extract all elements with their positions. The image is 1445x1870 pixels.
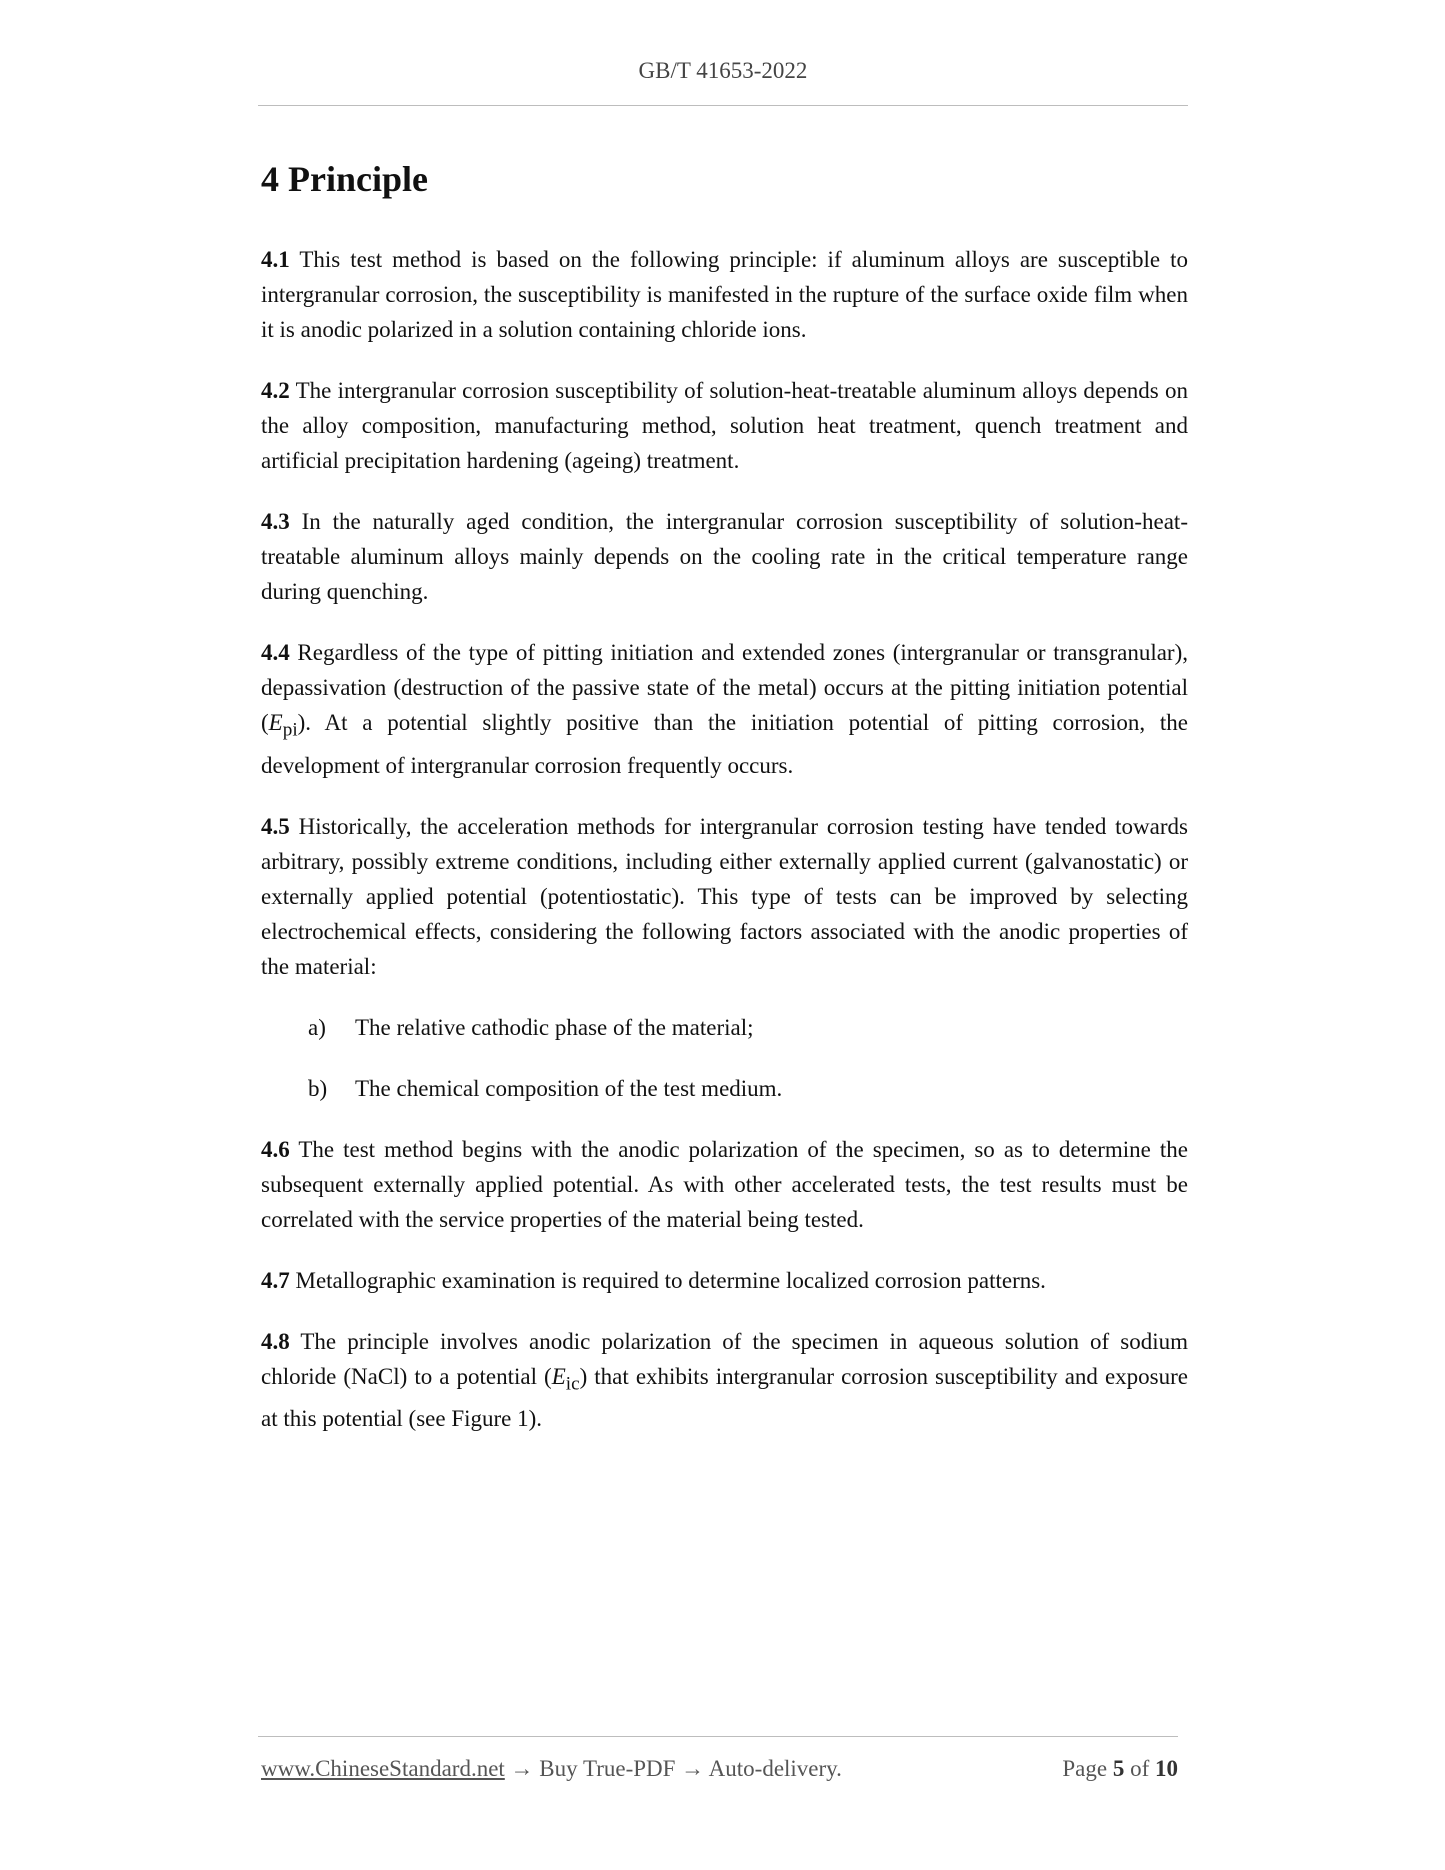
paragraph-text: The principle involves anodic polarization of the specimen in aqueous solution of sodium chloride (NaCl) to a potential (	[261, 1328, 1188, 1389]
paragraph-4-7	[261, 1263, 1188, 1298]
footer-promo	[261, 1756, 842, 1782]
paragraph-text: This test method is based on the following principle: if aluminum alloys are susceptible to intergranular corrosion, the susceptibility is manifested in the rupture of the surface oxide film when it is anodic polarized in a solution containing chloride ions.	[261, 247, 1188, 342]
page-current: 5	[1112, 1756, 1125, 1781]
section-body	[261, 242, 1188, 1462]
clause-number: 4.6	[261, 1136, 290, 1162]
list-item-b	[261, 1071, 1188, 1106]
clause-number: 4.4	[261, 640, 290, 665]
list-item-text: The relative cathodic phase of the material;	[355, 1014, 754, 1040]
clause-number: 4.1	[261, 247, 290, 272]
paragraph-4-4	[261, 635, 1188, 783]
list-marker: a)	[308, 1014, 326, 1040]
header-divider	[258, 105, 1188, 106]
document-code-header: GB/T 41653-2022	[638, 58, 808, 83]
paragraph-text: Historically, the acceleration methods for intergranular corrosion testing have tended towards arbitrary, possibly extreme conditions, including either externally applied current (galvanostatic) or externally applied potential (potentiostatic). This type of tests can be improved by selecting electrochemical effects, considering the following factors associated with the anodic properties of the material:	[261, 813, 1188, 979]
paragraph-text: Metallographic examination is required to determine localized corrosion patterns.	[289, 1267, 1046, 1293]
section-title: 4 Principle	[261, 159, 428, 199]
paragraph-4-3	[261, 504, 1188, 609]
website-link[interactable]: www.ChineseStandard.net	[261, 1756, 505, 1781]
paragraph-text: Regardless of the type of pitting initiation and extended zones (intergranular or transgranular), depassivation (destruction of the passive state of the metal) occurs at the pitting initiation potential (	[261, 640, 1188, 735]
list-marker: b)	[308, 1075, 328, 1101]
paragraph-text-continued: ) that exhibits intergranular corrosion susceptibility and exposure at this potential (see Figure 1).	[261, 1363, 1188, 1432]
paragraph-4-5	[261, 809, 1188, 984]
paragraph-4-1	[261, 242, 1188, 347]
page-total: 10	[1155, 1756, 1178, 1781]
potential-subscript: ic	[565, 1373, 580, 1395]
footer-divider	[258, 1736, 1178, 1737]
clause-number: 4.7	[261, 1267, 290, 1293]
clause-number: 4.8	[261, 1328, 290, 1354]
list-item-text: The chemical composition of the test medium.	[355, 1075, 783, 1101]
paragraph-4-2	[261, 373, 1188, 478]
potential-subscript: pi	[282, 719, 298, 741]
paragraph-text: The intergranular corrosion susceptibility of solution-heat-treatable aluminum alloys depends on the alloy composition, manufacturing method, solution heat treatment, quench treatment and artificial precipitation hardening (ageing) treatment.	[261, 378, 1188, 473]
footer-promo-text: → Buy True-PDF → Auto-delivery.	[504, 1756, 842, 1781]
page-indicator	[1062, 1756, 1178, 1782]
paragraph-4-8	[261, 1324, 1188, 1437]
potential-symbol: E	[268, 710, 283, 735]
clause-number: 4.3	[261, 509, 290, 534]
paragraph-text: The test method begins with the anodic polarization of the specimen, so as to determine the subsequent externally applied potential. As with other accelerated tests, the test results must be correlated with the service properties of the material being tested.	[261, 1136, 1188, 1232]
potential-symbol: E	[551, 1363, 566, 1389]
paragraph-text: In the naturally aged condition, the intergranular corrosion susceptibility of solution-heat-treatable aluminum alloys mainly depends on the cooling rate in the critical temperature range during quenching.	[261, 509, 1188, 604]
clause-number: 4.5	[261, 813, 290, 839]
page-of: of	[1124, 1756, 1155, 1781]
paragraph-text-continued: ). At a potential slightly positive than the initiation potential of pitting corrosion, the development of intergranular corrosion frequently occurs.	[261, 710, 1188, 778]
page-word: Page	[1062, 1756, 1113, 1781]
list-item-a	[261, 1010, 1188, 1045]
paragraph-4-6	[261, 1132, 1188, 1237]
clause-number: 4.2	[261, 378, 290, 403]
